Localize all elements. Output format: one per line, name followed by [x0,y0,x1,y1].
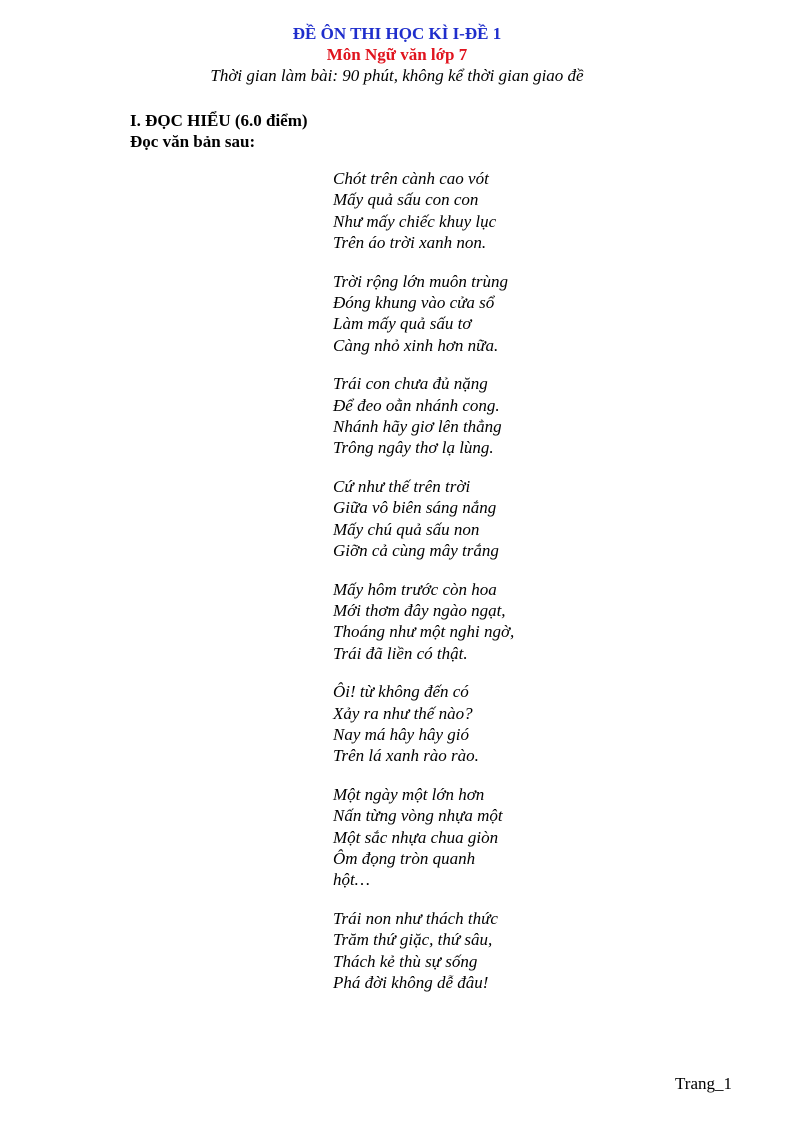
poem [333,168,514,1010]
exam-time-note: Thời gian làm bài: 90 phút, không kể thời gian giao đề [210,66,584,85]
poem-line: Trời rộng lớn muôn trùng [333,271,508,291]
poem-line: Trái con chưa đủ nặng [333,374,488,394]
exam-title: ĐỀ ÔN THI HỌC KÌ I-ĐỀ 1 [292,24,502,43]
poem-line: Mới thơm đây ngào ngạt, [333,600,506,620]
poem-line: Trông ngây thơ lạ lùng. [333,438,494,458]
poem-line: Nấn từng vòng nhựa một [333,806,503,826]
poem-line: Cứ như thế trên trời [333,476,471,496]
poem-line: Thách kẻ thù sự sống [333,951,478,971]
poem-line: Nay má hây hây gió [333,724,469,744]
poem-line: Nhánh hãy giơ lên thẳng [333,417,502,437]
poem-line: Trái đã liền có thật. [333,643,468,663]
poem-line: hột… [333,870,370,890]
poem-line: Mấy chú quả sấu non [333,519,480,539]
poem-line: Ôi! từ không đến có [333,682,469,702]
poem-line: Đóng khung vào cửa sổ [333,293,495,313]
poem-line: Giữa vô biên sáng nắng [333,498,497,518]
poem-stanza [333,476,514,562]
poem-line: Giỡn cả cùng mây trắng [333,541,499,561]
poem-stanza [333,784,514,891]
exam-subject: Môn Ngữ văn lớp 7 [326,45,468,64]
poem-stanza [333,373,514,459]
poem-line: Một sắc nhựa chua giòn [333,827,499,847]
poem-stanza [333,579,514,665]
poem-line: Chót trên cành cao vót [333,169,489,188]
poem-line: Một ngày một lớn hơn [333,784,485,804]
document-header [0,24,794,87]
poem-line: Xảy ra như thế nào? [333,703,473,723]
poem-stanza [333,908,514,994]
poem-line: Ôm đọng tròn quanh [333,848,476,868]
poem-line: Trái non như thách thức [333,908,498,928]
poem-line: Trăm thứ giặc, thứ sâu, [333,930,493,950]
poem-line: Càng nhỏ xinh hơn nữa. [333,335,499,355]
poem-stanza [333,271,514,357]
poem-line: Để đeo oằn nhánh cong. [333,395,500,415]
poem-line: Mấy hôm trước còn hoa [333,579,497,599]
section-heading: I. ĐỌC HIỂU (6.0 điểm) [130,111,308,130]
page-number: Trang_1 [675,1074,732,1093]
section-instruction: Đọc văn bản sau: [130,132,256,151]
poem-stanza [333,681,514,767]
poem-line: Trên lá xanh rào rào. [333,746,479,766]
poem-line: Phá đời không dễ đâu! [333,973,489,992]
poem-line: Như mấy chiếc khuy lục [333,211,497,231]
poem-line: Làm mấy quả sấu tơ [333,314,472,334]
poem-line: Thoáng như một nghi ngờ, [333,622,515,642]
reading-section [130,110,308,152]
poem-stanza [333,168,514,254]
poem-line: Mấy quả sấu con con [333,190,479,210]
poem-line: Trên áo trời xanh non. [333,233,487,253]
